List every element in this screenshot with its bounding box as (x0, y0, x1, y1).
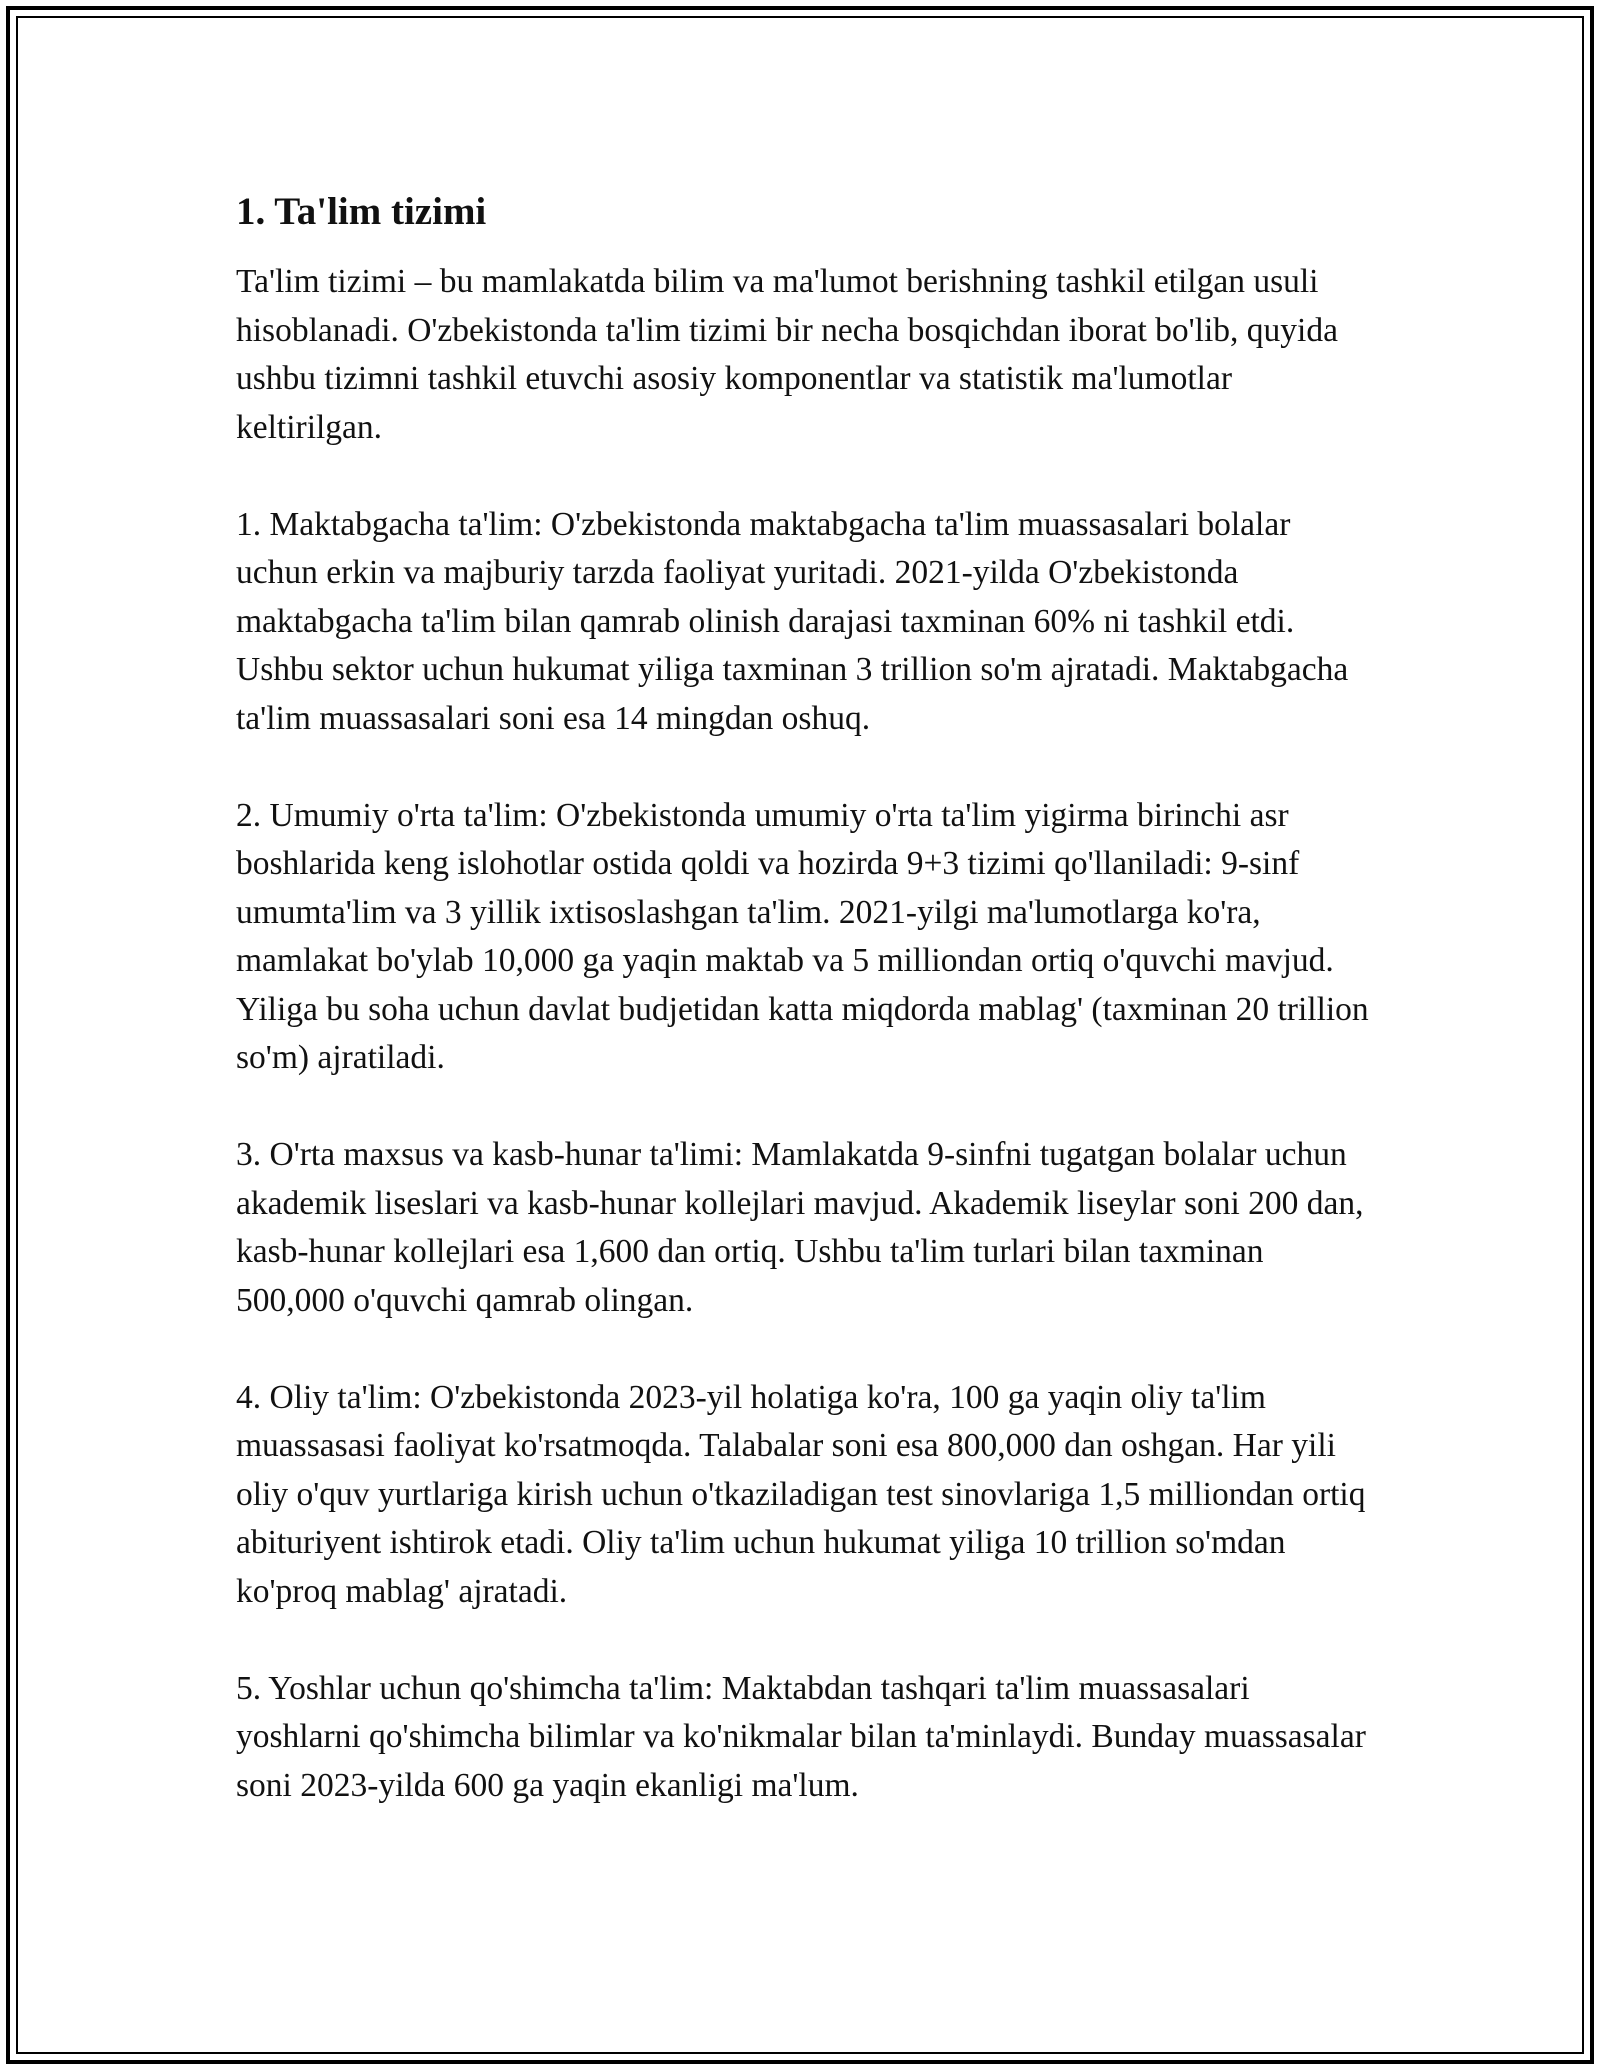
paragraph-higher-education: 4. Oliy ta'lim: O'zbekistonda 2023-yil holatiga ko'ra, 100 ga yaqin oliy ta'lim muassasasi faoliyat ko'rsatmoqda. Talabalar soni esa 800,000 dan oshgan. Har yili oliy o'quv yurtlariga kirish uchun o'tkaziladigan test sinovlariga 1,5 milliondan ortiq abituriyent ishtirok etadi. Oliy ta'lim uchun hukumat yiliga 10 trillion so'mdan ko'proq mablag' ajratadi. (236, 1378, 1366, 1610)
paragraph-general-secondary: 2. Umumiy o'rta ta'lim: O'zbekistonda umumiy o'rta ta'lim yigirma birinchi asr boshlarida keng islohotlar ostida qoldi va hozirda 9+3 tizimi qo'llaniladi: 9-sinf umumta'lim va 3 yillik ixtisoslashgan ta'lim. 2021-yilgi ma'lumotlarga ko'ra, mamlakat bo'ylab 10,000 ga yaqin maktab va 5 milliondan ortiq o'quvchi mavjud. Yiliga bu soha uchun davlat budjetidan katta miqdorda mablag' (taxminan 20 trillion so'm) ajratiladi. (236, 796, 1369, 1076)
paragraph-gap (236, 743, 1376, 792)
document-body (236, 186, 1376, 1810)
paragraph-youth-extra: 5. Yoshlar uchun qo'shimcha ta'lim: Maktabdan tashqari ta'lim muassasalari yoshlarni qo'shimcha bilimlar va ko'nikmalar bilan ta'minlaydi. Bunday muassasalar soni 2023-yilda 600 ga yaqin ekanligi ma'lum. (236, 1669, 1366, 1804)
intro-paragraph: Ta'lim tizimi – bu mamlakatda bilim va ma'lumot berishning tashkil etilgan usuli hisoblanadi. O'zbekistonda ta'lim tizimi bir necha bosqichdan iborat bo'lib, quyida ushbu tizimni tashkil etuvchi asosiy komponentlar va statistik ma'lumotlar keltirilgan. (236, 263, 1338, 446)
paragraph-gap (236, 1616, 1376, 1665)
paragraph-gap (236, 1325, 1376, 1374)
paragraph-gap (236, 1083, 1376, 1132)
paragraph-preschool: 1. Maktabgacha ta'lim: O'zbekistonda maktabgacha ta'lim muassasalari bolalar uchun erkin va majburiy tarzda faoliyat yuritadi. 2021-yilda O'zbekistonda maktabgacha ta'lim bilan qamrab olinish darajasi taxminan 60% ni tashkil etdi. Ushbu sektor uchun hukumat yiliga taxminan 3 trillion so'm ajratadi. Maktabgacha ta'lim muassasalari soni esa 14 mingdan oshuq. (236, 505, 1349, 737)
section-heading: 1. Ta'lim tizimi (236, 190, 487, 233)
paragraph-vocational: 3. O'rta maxsus va kasb-hunar ta'limi: Mamlakatda 9-sinfni tugatgan bolalar uchun akademik liseslari va kasb-hunar kollejlari mavjud. Akademik liseylar soni 200 dan, kasb-hunar kollejlari esa 1,600 dan ortiq. Ushbu ta'lim turlari bilan taxminan 500,000 o'quvchi qamrab olingan. (236, 1136, 1364, 1319)
paragraph-gap (236, 452, 1376, 501)
